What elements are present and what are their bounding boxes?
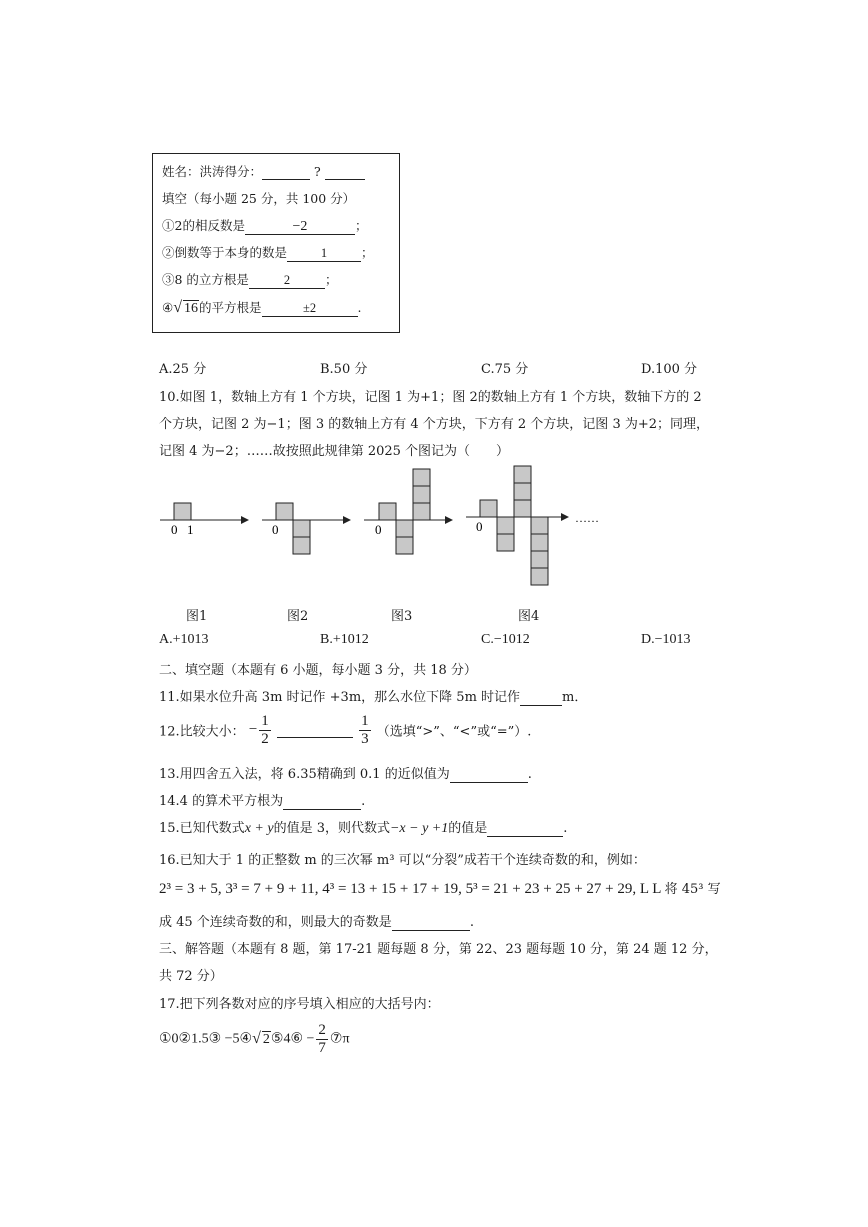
block-above bbox=[413, 469, 430, 486]
item-suffix: ； bbox=[361, 245, 374, 260]
answer-blank bbox=[392, 916, 470, 931]
q11-unit: m． bbox=[562, 690, 588, 705]
q17-item-text: ①0②1.5③ −5④ bbox=[159, 1031, 253, 1047]
q9-option-d: D.100 分 bbox=[641, 362, 698, 377]
box-item-2 bbox=[162, 243, 374, 262]
q13-text: 13.用四舍五入法，将 6.35精确到 0.1 的近似值为 bbox=[159, 767, 450, 782]
denominator: 7 bbox=[318, 1039, 326, 1056]
q16-period: . bbox=[469, 915, 474, 930]
box-item-3 bbox=[162, 270, 337, 289]
q15 bbox=[159, 817, 567, 837]
item-suffix: ； bbox=[324, 272, 338, 287]
item-suffix: ； bbox=[354, 218, 368, 233]
item-answer: 2 bbox=[249, 274, 325, 289]
q16-line-2 bbox=[159, 878, 721, 898]
axis-zero-label: 0 bbox=[171, 522, 178, 537]
score-line-name bbox=[162, 162, 365, 180]
block-below bbox=[531, 517, 548, 534]
numerator: 1 bbox=[361, 713, 369, 729]
block-below bbox=[396, 520, 413, 537]
q10-option-c: C.−1012 bbox=[481, 632, 530, 647]
box-item-1 bbox=[162, 216, 367, 235]
block-below bbox=[531, 568, 548, 585]
q15-text: 15.已知代数式 bbox=[159, 821, 245, 836]
q17-items bbox=[159, 1022, 350, 1056]
item-text: ①2的相反数是 bbox=[162, 218, 245, 233]
numerator: 2 bbox=[318, 1022, 326, 1038]
block-above bbox=[174, 503, 191, 520]
q16-line-3 bbox=[159, 911, 474, 931]
answer-blank bbox=[487, 822, 563, 837]
sqrt-radicand: 16 bbox=[184, 301, 198, 316]
block-above bbox=[413, 486, 430, 503]
name-score-label: 姓名：洪涛得分： bbox=[162, 164, 263, 179]
q12-suffix: （选填“>”、“<”或“=”）. bbox=[376, 724, 532, 740]
q17-item-text: ⑦π bbox=[329, 1031, 350, 1047]
axis-zero-label: 0 bbox=[476, 519, 483, 534]
figure-label-4: 图4 bbox=[518, 609, 540, 624]
blank-field bbox=[262, 165, 310, 180]
block-above bbox=[276, 503, 293, 520]
q14-text: 14.4 的算术平方根为 bbox=[159, 794, 284, 809]
fraction-right bbox=[359, 713, 371, 747]
block-above bbox=[379, 503, 396, 520]
q11-text: 11.如果水位升高 3m 时记作 +3m，那么水位下降 5m 时记作 bbox=[159, 690, 521, 705]
q16-equations: 2³ = 3 + 5, 3³ = 7 + 9 + 11, 4³ = 13 + 15 + 17 + 19, 5³ = 21 + 23 + 25 + 27 + 29, L L bbox=[159, 881, 661, 897]
expr-2: −x − y +1 bbox=[389, 821, 449, 836]
item-answer: 1 bbox=[287, 247, 361, 262]
fraction bbox=[316, 1022, 328, 1056]
q10-option-d: D.−1013 bbox=[641, 632, 691, 647]
expr-1: x + y bbox=[244, 821, 274, 836]
block-above bbox=[514, 466, 531, 483]
axis-one-label: 1 bbox=[187, 522, 194, 537]
block-above bbox=[514, 500, 531, 517]
q10-option-a: A.+1013 bbox=[159, 632, 209, 647]
q9-option-a: A.25 分 bbox=[159, 362, 207, 377]
axis-zero-label: 0 bbox=[375, 522, 382, 537]
figure-label-2: 图2 bbox=[287, 609, 309, 624]
q16-text: 成 45 个连续奇数的和，则最大的奇数是 bbox=[159, 915, 392, 930]
q15-period: . bbox=[563, 821, 568, 836]
block-above bbox=[413, 503, 430, 520]
answer-blank bbox=[520, 691, 562, 706]
answer-blank bbox=[277, 722, 353, 737]
sqrt-symbol: √ bbox=[173, 299, 182, 316]
q11 bbox=[159, 686, 587, 706]
item-answer: −2 bbox=[245, 219, 355, 235]
answer-blank bbox=[283, 795, 361, 810]
q10-line-1: 10.如图 1，数轴上方有 1 个方块，记图 1 为+1；图 2的数轴上方有 1 个方块，数轴下方的 2 bbox=[159, 390, 702, 405]
item-suffix: . bbox=[357, 300, 362, 315]
box-item-4 bbox=[162, 298, 362, 317]
item-answer: ±2 bbox=[262, 302, 358, 317]
q16-text: 将 45³ 写 bbox=[664, 882, 721, 897]
axis-zero-label: 0 bbox=[272, 522, 279, 537]
block-below bbox=[531, 551, 548, 568]
item-text: ②倒数等于本身的数是 bbox=[162, 245, 288, 260]
block-above bbox=[480, 500, 497, 517]
denominator: 2 bbox=[261, 730, 269, 747]
q9-option-b: B.50 分 bbox=[320, 362, 368, 377]
section-3-heading: 三、解答题（本题有 8 题，第 17-21 题每题 8 分，第 22、23 题每题 10 分，第 24 题 12 分， bbox=[159, 942, 718, 957]
q15-text: 的值是 bbox=[448, 821, 488, 836]
item-text: 的平方根是 bbox=[199, 300, 262, 315]
figure-label-1: 图1 bbox=[186, 609, 208, 624]
figure-label-3: 图3 bbox=[391, 609, 413, 624]
q9-option-c: C.75 分 bbox=[481, 362, 529, 377]
q10-option-b: B.+1012 bbox=[320, 632, 369, 647]
block-below bbox=[293, 520, 310, 537]
q12-text: 12.比较大小： bbox=[159, 724, 245, 740]
q17: 17.把下列各数对应的序号填入相应的大括号内： bbox=[159, 997, 440, 1012]
q16-line-1: 16.已知大于 1 的正整数 m 的三次幂 m³ 可以“分裂”成若干个连续奇数的和，例如： bbox=[159, 853, 646, 868]
fraction-left bbox=[259, 713, 271, 747]
answer-blank bbox=[450, 768, 528, 783]
sqrt-radicand: 2 bbox=[262, 1031, 270, 1047]
q13 bbox=[159, 763, 532, 783]
q10-line-2: 个方块，记图 2 为−1；图 3 的数轴上方有 4 个方块，下方有 2 个方块，记图 3 为+2；同理， bbox=[159, 417, 710, 432]
score-box bbox=[152, 153, 400, 333]
minus-sign: − bbox=[248, 721, 258, 738]
q12 bbox=[159, 713, 531, 747]
block-below bbox=[396, 537, 413, 554]
block-below bbox=[531, 534, 548, 551]
blank-field bbox=[325, 165, 365, 180]
item-text: ③8 的立方根是 bbox=[162, 272, 249, 287]
question-mark: ? bbox=[314, 164, 321, 179]
block-below bbox=[497, 534, 514, 551]
block-below bbox=[497, 517, 514, 534]
q14 bbox=[159, 790, 365, 810]
q17-item-text: ⑤4⑥ − bbox=[270, 1031, 315, 1047]
q15-text: 的值是 3，则代数式 bbox=[273, 821, 390, 836]
item-text: ④ bbox=[162, 300, 174, 315]
section-2-heading: 二、填空题（本题有 6 小题，每小题 3 分，共 18 分） bbox=[159, 663, 477, 678]
q14-period: . bbox=[361, 794, 366, 809]
q13-period: . bbox=[527, 767, 532, 782]
box-title: 填空（每小题 25 分，共 100 分） bbox=[162, 191, 356, 206]
sqrt-symbol: √ bbox=[252, 1030, 261, 1047]
q10-figure bbox=[150, 460, 630, 595]
numerator: 1 bbox=[261, 713, 269, 729]
q10-line-3: 记图 4 为−2；……故按照此规律第 2025 个图记为（ ） bbox=[159, 444, 510, 459]
denominator: 3 bbox=[361, 730, 369, 747]
section-3-heading-cont: 共 72 分） bbox=[159, 969, 223, 984]
ellipsis: …… bbox=[575, 511, 599, 525]
block-below bbox=[293, 537, 310, 554]
block-above bbox=[514, 483, 531, 500]
